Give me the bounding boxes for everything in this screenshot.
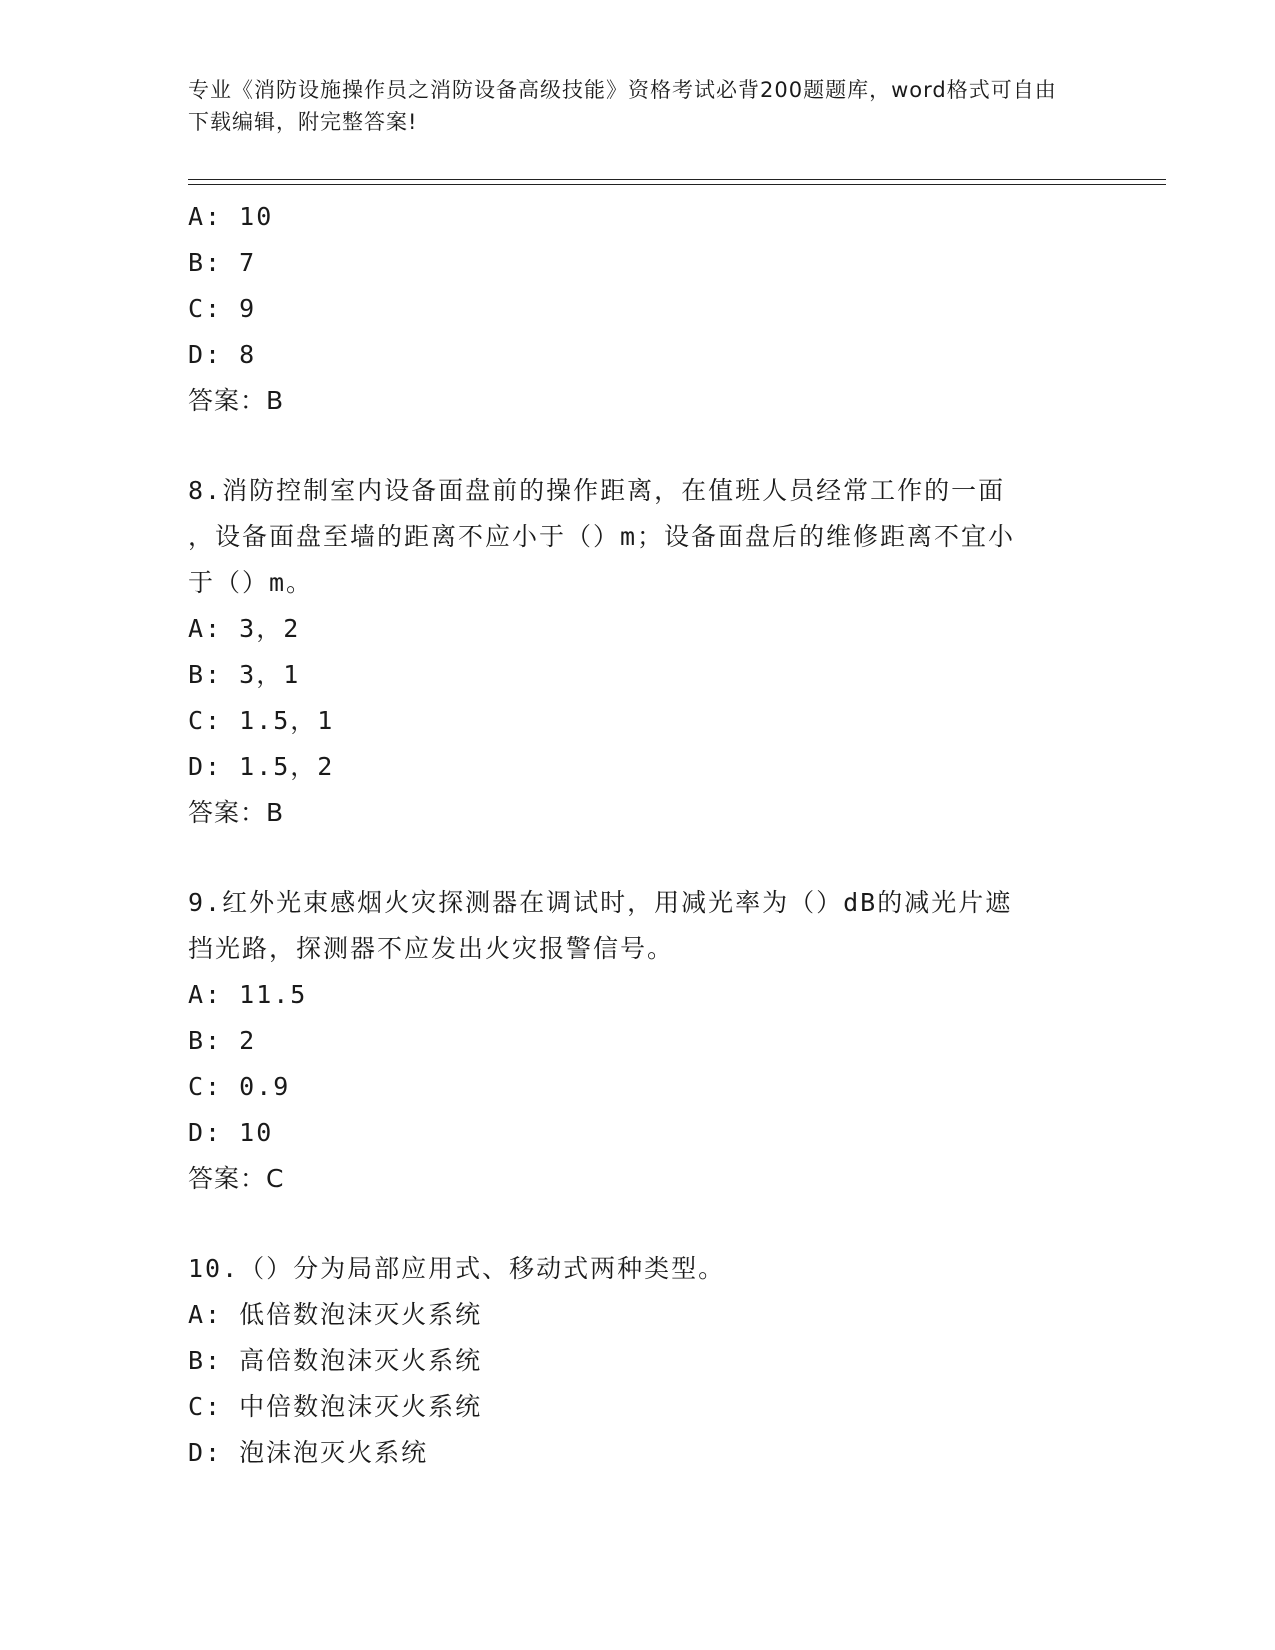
- question-7: [188, 194, 1088, 424]
- option-b: B: 3，1: [188, 660, 301, 689]
- option-d: D: 泡沫泡灭火系统: [188, 1438, 429, 1467]
- option-d: D: 8: [188, 340, 257, 369]
- question-9: [188, 880, 1088, 1202]
- spacer: [188, 1202, 1088, 1246]
- question-list: [188, 194, 1088, 1476]
- spacer: [188, 836, 1088, 880]
- option-a: A: 11.5: [188, 980, 308, 1009]
- answer-label: 答案：B: [188, 798, 285, 827]
- option-a: A: 10: [188, 202, 274, 231]
- question-8: [188, 468, 1088, 836]
- option-a: A: 3，2: [188, 614, 301, 643]
- option-c: C: 1.5，1: [188, 706, 335, 735]
- question-10: [188, 1246, 1088, 1476]
- option-d: D: 10: [188, 1118, 274, 1147]
- question-text-line: 于（）m。: [188, 568, 314, 597]
- question-text-line: 8.消防控制室内设备面盘前的操作距离，在值班人员经常工作的一面: [188, 476, 1006, 505]
- question-text-line: 10.（）分为局部应用式、移动式两种类型。: [188, 1254, 726, 1283]
- option-d: D: 1.5，2: [188, 752, 335, 781]
- option-c: C: 中倍数泡沫灭火系统: [188, 1392, 483, 1421]
- option-b: B: 7: [188, 248, 257, 277]
- header-divider-bottom: [188, 184, 1166, 185]
- option-a: A: 低倍数泡沫灭火系统: [188, 1300, 483, 1329]
- spacer: [188, 424, 1088, 468]
- option-b: B: 高倍数泡沫灭火系统: [188, 1346, 483, 1375]
- document-header: 专业《消防设施操作员之消防设备高级技能》资格考试必背200题题库，word格式可自由下载编辑，附完整答案!: [188, 78, 1057, 134]
- question-text-line: ，设备面盘至墙的距离不应小于（）m；设备面盘后的维修距离不宜小: [188, 522, 1016, 551]
- option-c: C: 9: [188, 294, 257, 323]
- answer-label: 答案：C: [188, 1164, 285, 1193]
- header-divider-top: [188, 179, 1166, 180]
- answer-label: 答案：B: [188, 386, 285, 415]
- question-text-line: 9.红外光束感烟火灾探测器在调试时，用减光率为（）dB的减光片遮: [188, 888, 1013, 917]
- option-b: B: 2: [188, 1026, 257, 1055]
- question-text-line: 挡光路，探测器不应发出火灾报警信号。: [188, 934, 675, 963]
- option-c: C: 0.9: [188, 1072, 291, 1101]
